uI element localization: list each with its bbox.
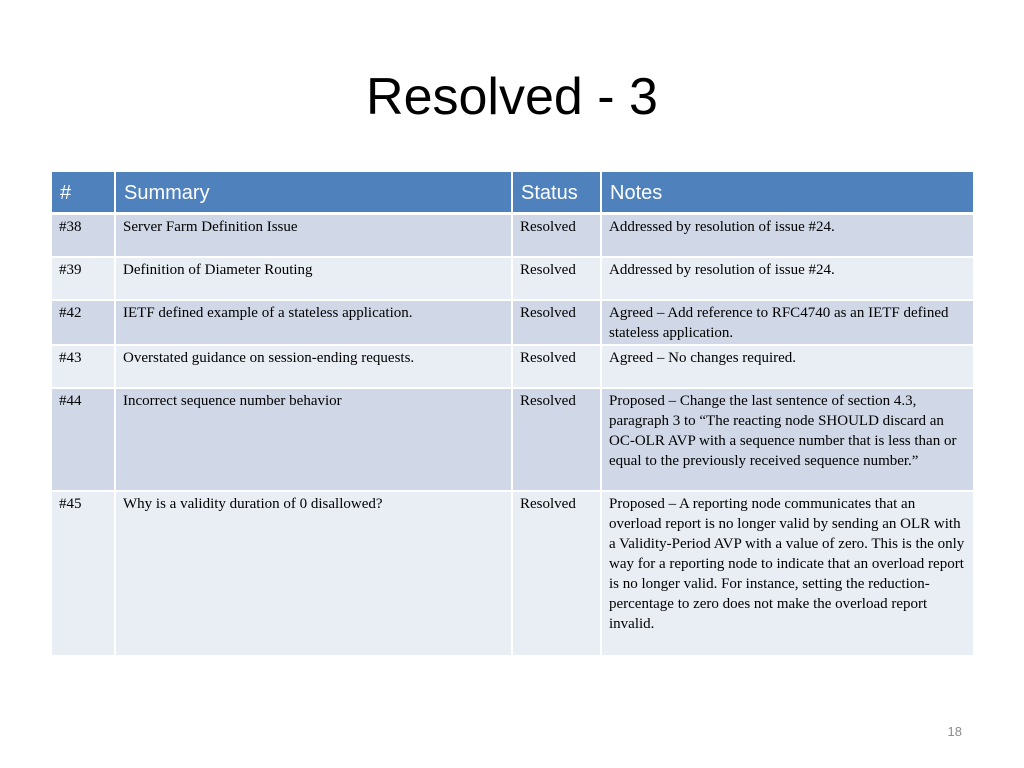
column-header-notes: Notes	[601, 172, 973, 214]
issue-status-cell: Resolved	[512, 257, 601, 300]
issue-summary-cell: IETF defined example of a stateless application.	[115, 300, 512, 345]
issue-number-cell: #39	[52, 257, 115, 300]
column-header-number: #	[52, 172, 115, 214]
issue-notes-cell: Addressed by resolution of issue #24.	[601, 257, 973, 300]
slide-title: Resolved - 3	[366, 68, 658, 126]
issue-status-cell: Resolved	[512, 345, 601, 388]
issue-status-cell: Resolved	[512, 388, 601, 491]
issue-notes-cell: Agreed – No changes required.	[601, 345, 973, 388]
issue-number-cell: #42	[52, 300, 115, 345]
column-header-status: Status	[512, 172, 601, 214]
table-row	[52, 345, 973, 388]
issue-notes-cell: Addressed by resolution of issue #24.	[601, 214, 973, 258]
issue-number-cell: #44	[52, 388, 115, 491]
issue-status-cell: Resolved	[512, 300, 601, 345]
issue-summary-cell: Server Farm Definition Issue	[115, 214, 512, 258]
table-row	[52, 300, 973, 345]
issue-summary-cell: Overstated guidance on session-ending requests.	[115, 345, 512, 388]
issue-number-cell: #38	[52, 214, 115, 258]
issue-summary-cell: Incorrect sequence number behavior	[115, 388, 512, 491]
issue-summary-cell: Definition of Diameter Routing	[115, 257, 512, 300]
table-header-row	[52, 172, 973, 214]
table-row	[52, 491, 973, 656]
issue-notes-cell: Agreed – Add reference to RFC4740 as an IETF defined stateless application.	[601, 300, 973, 345]
issue-status-cell: Resolved	[512, 214, 601, 258]
table-row	[52, 214, 973, 258]
issue-summary-cell: Why is a validity duration of 0 disallowed?	[115, 491, 512, 656]
issue-notes-cell: Proposed – Change the last sentence of section 4.3, paragraph 3 to “The reacting node SHOULD discard an OC-OLR AVP with a sequence number that is less than or equal to the previously received sequence number.”	[601, 388, 973, 491]
issue-number-cell: #43	[52, 345, 115, 388]
table-row	[52, 257, 973, 300]
issues-table	[52, 172, 973, 657]
issue-status-cell: Resolved	[512, 491, 601, 656]
table-row	[52, 388, 973, 491]
issue-notes-cell: Proposed – A reporting node communicates that an overload report is no longer valid by sending an OLR with a Validity-Period AVP with a value of zero. This is the only way for a reporting node to indicate that an overload report is no longer valid. For instance, setting the reduction-percentage to zero does not make the overload report invalid.	[601, 491, 973, 656]
page-number: 18	[947, 724, 962, 739]
issue-number-cell: #45	[52, 491, 115, 656]
column-header-summary: Summary	[115, 172, 512, 214]
